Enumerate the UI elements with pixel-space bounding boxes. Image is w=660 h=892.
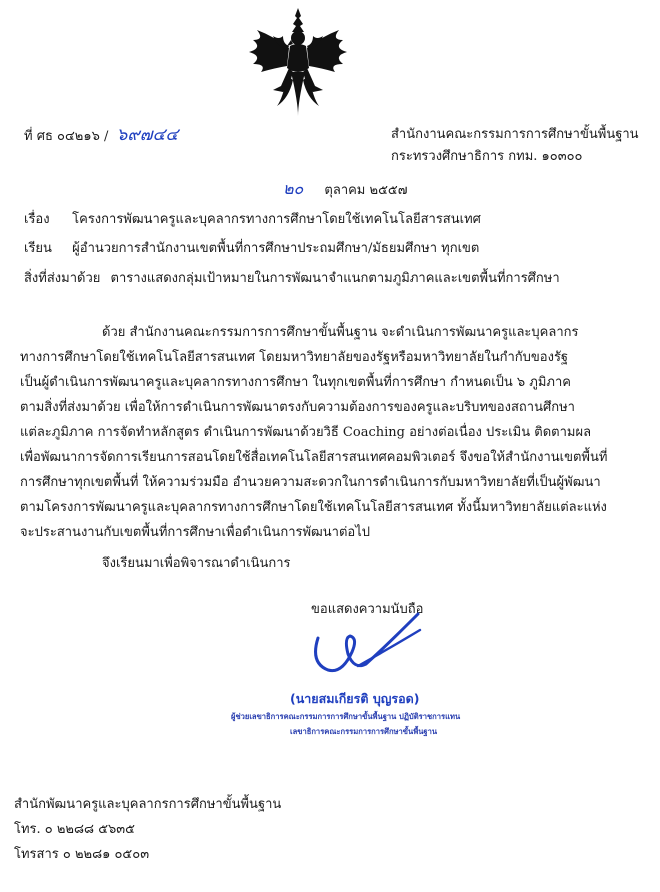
attachment-text: ตารางแสดงกลุ่มเป้าหมายในการพัฒนาจำแนกตามภูมิภาคและเขตพื้นที่การศึกษา bbox=[110, 271, 560, 286]
closing-request: จึงเรียนมาเพื่อพิจารณาดำเนินการ bbox=[102, 556, 291, 571]
body-line: จะประสานงานกับเขตพื้นที่การศึกษาเพื่อดำเนินการพัฒนาต่อไป bbox=[20, 525, 371, 540]
reference-handwritten-number: ๖๙๗๔๔ bbox=[116, 125, 179, 145]
signatory-position-line2: เลขาธิการคณะกรรมการการศึกษาขั้นพื้นฐาน bbox=[290, 727, 438, 736]
office-address-line1: สำนักงานคณะกรรมการการศึกษาขั้นพื้นฐาน bbox=[391, 127, 639, 142]
footer-office: สำนักพัฒนาครูและบุคลากรการศึกษาขั้นพื้นฐาน bbox=[14, 797, 282, 812]
body-line: ตามโครงการพัฒนาครูและบุคลากรทางการศึกษาโดยใช้เทคโนโลยีสารสนเทศ ทั้งนี้มหาวิทยาลัยแต่ละแห่ง bbox=[20, 500, 607, 515]
signatory-position-line1: ผู้ช่วยเลขาธิการคณะกรรมการการศึกษาขั้นพื้นฐาน ปฏิบัติราชการแทน bbox=[231, 712, 461, 721]
body-line: เป็นผู้ดำเนินการพัฒนาครูและบุคลากรทางการศึกษา ในทุกเขตพื้นที่การศึกษา กำหนดเป็น ๖ ภูมิภาค bbox=[20, 375, 572, 390]
date-day-handwritten: ๒๐ bbox=[283, 179, 304, 198]
footer-phone: โทร. ๐ ๒๒๘๘ ๕๖๓๕ bbox=[14, 822, 136, 837]
date-month-year: ตุลาคม ๒๕๕๗ bbox=[324, 183, 408, 198]
office-address-line2: กระทรวงศึกษาธิการ กทม. ๑๐๓๐๐ bbox=[391, 149, 583, 164]
attachment-line bbox=[24, 271, 560, 287]
recipient-label: เรียน bbox=[24, 241, 52, 256]
letter-date bbox=[283, 177, 408, 202]
attachment-label: สิ่งที่ส่งมาด้วย bbox=[24, 271, 101, 286]
subject-text: โครงการพัฒนาครูและบุคลากรทางการศึกษาโดยใช้เทคโนโลยีสารสนเทศ bbox=[72, 212, 481, 227]
signatory-name: (นายสมเกียรติ บุญรอด) bbox=[290, 691, 420, 706]
body-line: การศึกษาทุกเขตพื้นที่ ให้ความร่วมมือ อำนวยความสะดวกในการดำเนินการกับมหาวิทยาลัยที่เป็นผู้พัฒนา bbox=[20, 475, 601, 490]
footer-fax: โทรสาร ๐ ๒๒๘๑ ๐๕๐๓ bbox=[14, 847, 150, 862]
recipient-text: ผู้อำนวยการสำนักงานเขตพื้นที่การศึกษาประถมศึกษา/มัธยมศึกษา ทุกเขต bbox=[72, 241, 480, 256]
body-line: ทางการศึกษาโดยใช้เทคโนโลยีสารสนเทศ โดยมหาวิทยาลัยของรัฐหรือมหาวิทยาลัยในกำกับของรัฐ bbox=[20, 350, 569, 365]
body-line: ด้วย สำนักงานคณะกรรมการการศึกษาขั้นพื้นฐาน จะดำเนินการพัฒนาครูและบุคลากร bbox=[102, 325, 579, 340]
reference-number bbox=[24, 127, 178, 145]
subject-line bbox=[24, 212, 481, 228]
body-line: ตามสิ่งที่ส่งมาด้วย เพื่อให้การดำเนินการพัฒนาตรงกับความต้องการของครูและบริบทของสถานศึกษา bbox=[20, 400, 575, 415]
body-line: แต่ละภูมิภาค การจัดทำหลักสูตร ดำเนินการพัฒนาด้วยวิธี Coaching อย่างต่อเนื่อง ประเมิน ติดตามผล bbox=[20, 425, 592, 440]
body-line: เพื่อพัฒนาการจัดการเรียนการสอนโดยใช้สื่อเทคโนโลยีสารสนเทศคอมพิวเตอร์ จึงขอให้สำนักงานเขตพื้นที่ bbox=[20, 450, 608, 465]
reference-prefix: ที่ ศธ ๐๔๒๑๖ / bbox=[24, 129, 109, 144]
recipient-line bbox=[24, 241, 479, 257]
complimentary-close: ขอแสดงความนับถือ bbox=[311, 602, 424, 617]
signature-mark bbox=[300, 608, 440, 688]
garuda-emblem-icon bbox=[243, 6, 353, 118]
subject-label: เรื่อง bbox=[24, 212, 50, 227]
